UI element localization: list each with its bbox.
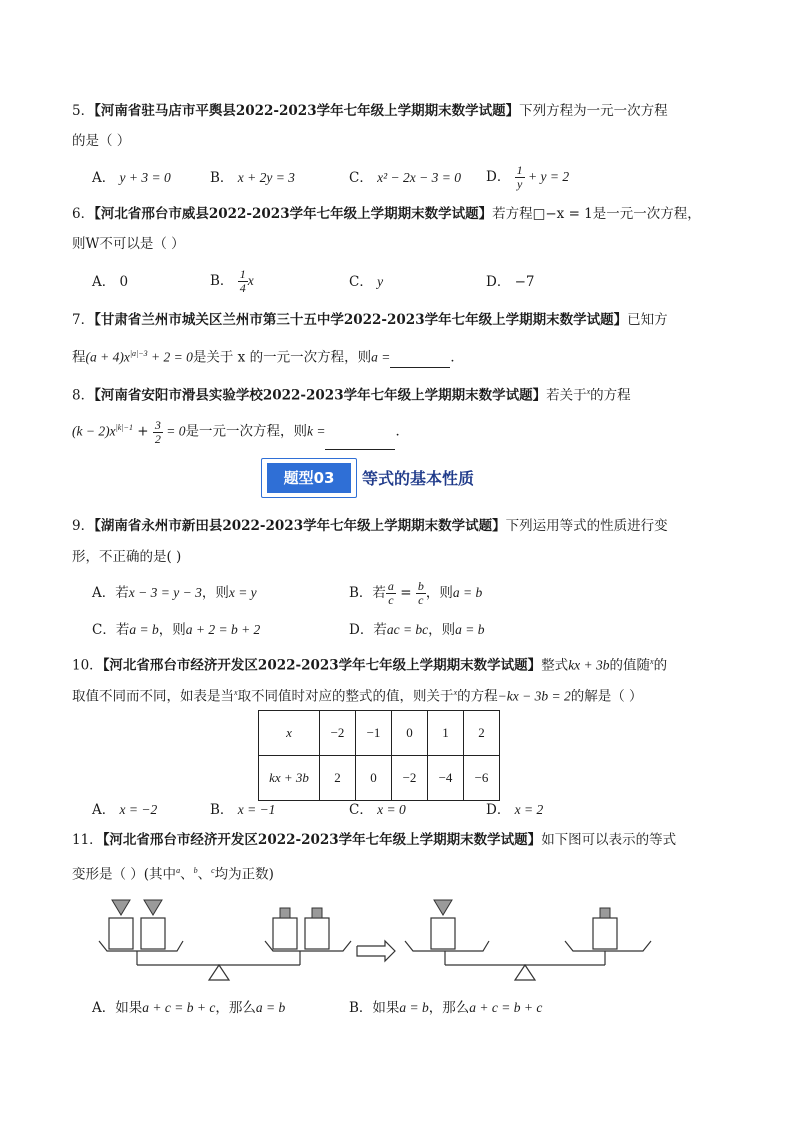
question-source: 【河北省邢台市威县2022-2023学年七年级上学期期末数学试题】	[94, 206, 493, 222]
table-cell: 0	[356, 756, 392, 801]
table-cell: 1	[428, 711, 464, 756]
table-row	[259, 711, 500, 756]
question-8-stem-2: $(k - 2)x^{|k|-1}$ + $\frac{3}{2}$ = 0是一元一次方程，则k = ．	[72, 410, 409, 450]
question-7	[72, 310, 668, 330]
question-stem: 整式	[541, 657, 569, 674]
weight-box	[109, 918, 133, 949]
table-cell: −6	[464, 756, 500, 801]
question-stem: 若方程□−x = 1是一元一次方程，	[492, 206, 701, 222]
option-b: B．如果a = b，那么a + c = b + c	[349, 1000, 543, 1016]
right-balance	[405, 918, 651, 980]
section-badge	[261, 458, 357, 498]
triangle-weight	[434, 900, 452, 915]
question-8: 8．【河南省安阳市滑县实验学校2022-2023学年七年级上学期期末数学试题】若关于$^x$的方程	[72, 387, 631, 404]
answer-blank[interactable]	[325, 435, 395, 450]
question-7-stem-2: 程$(a + 4)x^{|a|-3} + 2 = 0$是关于 x 的一元一次方程，则a = ．	[72, 349, 464, 366]
question-5	[72, 101, 668, 121]
table-cell: −1	[356, 711, 392, 756]
table-cell: −2	[320, 711, 356, 756]
table-cell: −4	[428, 756, 464, 801]
table-row	[259, 756, 500, 801]
question-stem: 已知方	[627, 312, 668, 328]
question-number: 7．	[72, 312, 95, 328]
question-11	[72, 830, 676, 850]
question-source: 【河南省安阳市滑县实验学校2022-2023学年七年级上学期期末数学试题】	[94, 387, 547, 404]
option-c: C． x = 0	[349, 802, 406, 818]
option-b: B． x + 2y = 3	[210, 170, 295, 186]
weight-box	[305, 918, 329, 949]
question-11-stem-2: 变形是（ ）(其中$^a$、$^b$、$^c$均为正数)	[72, 866, 274, 883]
question-9	[72, 516, 668, 536]
question-number: 10．	[72, 657, 103, 674]
square-weight	[600, 908, 610, 918]
question-number: 9．	[72, 518, 95, 534]
option-a: A．如果a + c = b + c，那么a = b	[92, 1000, 286, 1016]
question-stem: 下列方程为一元一次方程	[519, 103, 668, 119]
value-table	[258, 710, 500, 801]
answer-blank[interactable]	[390, 353, 450, 368]
question-10: 10．【河北省邢台市经济开发区2022-2023学年七年级上学期期末数学试题】整式kx + 3b的值随$^x$的	[72, 657, 668, 674]
weight-box	[273, 918, 297, 949]
fulcrum	[515, 965, 535, 980]
option-b: B．若 $\frac{a}{c}$ = $\frac{b}{c}$ ，则a = b	[349, 579, 483, 607]
weight-box	[141, 918, 165, 949]
question-stem: 下列运用等式的性质进行变	[505, 518, 668, 534]
option-a: A． 0	[92, 274, 129, 290]
question-10-stem-2: 取值不同而不同，如表是当$^x$取不同值时对应的整式的值，则关于$^x$的方程−kx − 3b = 2的解是（ ）	[72, 688, 643, 705]
option-c: C． x² − 2x − 3 = 0	[349, 170, 462, 186]
table-cell: 0	[392, 711, 428, 756]
question-source: 【河北省邢台市经济开发区2022-2023学年七年级上学期期末数学试题】	[102, 657, 542, 674]
table-cell: 2	[320, 756, 356, 801]
option-a: A． y + 3 = 0	[92, 170, 171, 186]
left-balance	[99, 918, 351, 980]
arrow-icon	[357, 941, 395, 961]
option-a: A．若x − 3 = y − 3，则x = y	[92, 585, 257, 601]
square-weight	[312, 908, 322, 918]
table-cell: −2	[392, 756, 428, 801]
question-number: 5．	[72, 103, 95, 119]
question-source: 【甘肃省兰州市城关区兰州市第三十五中学2022-2023学年七年级上学期期末数学试题】	[94, 312, 628, 328]
question-stem: 如下图可以表示的等式	[541, 832, 677, 848]
option-c: C． y	[349, 274, 384, 290]
square-weight	[280, 908, 290, 918]
question-source: 【河北省邢台市经济开发区2022-2023学年七年级上学期期末数学试题】	[102, 832, 542, 848]
option-d: D．若ac = bc，则a = b	[349, 622, 485, 638]
option-b: B． x = −1	[210, 802, 276, 818]
question-number: 11．	[72, 832, 103, 848]
question-source: 【河南省驻马店市平舆县2022-2023学年七年级上学期期末数学试题】	[94, 103, 520, 119]
weight-box	[431, 918, 455, 949]
weight-box	[593, 918, 617, 949]
option-d: D． x = 2	[486, 802, 544, 818]
table-header-cell: kx + 3b	[259, 756, 320, 801]
section-badge-label: 题型03	[267, 463, 351, 493]
fulcrum	[209, 965, 229, 980]
question-6	[72, 204, 701, 224]
section-title: 等式的基本性质	[362, 469, 475, 488]
table-header-cell: x	[259, 711, 320, 756]
question-source: 【湖南省永州市新田县2022-2023学年七年级上学期期末数学试题】	[94, 518, 506, 534]
option-d: D． −7	[486, 274, 535, 290]
question-9-stem-2: 形，不正确的是( )	[72, 549, 182, 565]
question-number: 8．	[72, 387, 95, 404]
question-number: 6．	[72, 206, 95, 222]
option-c: C．若a = b，则a + 2 = b + 2	[92, 622, 261, 638]
table-cell: 2	[464, 711, 500, 756]
triangle-weight	[112, 900, 130, 915]
option-b: B． $\frac{1}{4}$ x	[210, 267, 254, 295]
question-6-stem-2: 则W不可以是（ ）	[72, 236, 185, 252]
balance-diagram	[95, 893, 685, 985]
option-d: D． $\frac{1}{y}$ + y = 2	[486, 163, 570, 191]
triangle-weight	[144, 900, 162, 915]
option-a: A． x = −2	[92, 802, 158, 818]
question-stem: 若关于	[546, 387, 587, 404]
question-5-stem-2: 的是（ ）	[72, 133, 131, 149]
